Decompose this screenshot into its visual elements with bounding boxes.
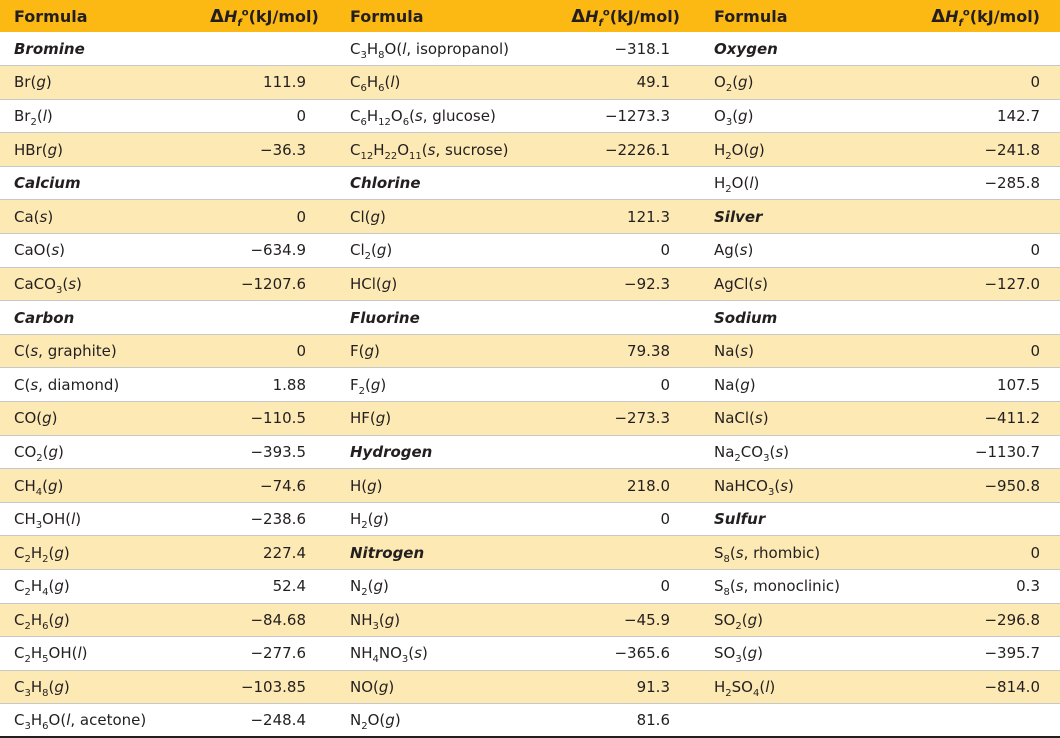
enthalpy-value: 0 <box>568 368 670 402</box>
formula-header: Formula <box>714 6 788 26</box>
table-row <box>0 32 1060 66</box>
formula-cell: NO(g) <box>336 670 568 704</box>
enthalpy-value: −36.3 <box>210 133 306 167</box>
formula-cell: CO(g) <box>0 402 210 436</box>
empty-value-cell <box>920 301 1060 335</box>
enthalpy-value: 0 <box>568 234 670 268</box>
column-gap <box>670 637 700 671</box>
table-row <box>0 301 1060 335</box>
enthalpy-value: −950.8 <box>920 469 1060 503</box>
formula-cell: H(g) <box>336 469 568 503</box>
enthalpy-value: 91.3 <box>568 670 670 704</box>
formula-cell: $S_8(s$, monoclinic) <box>700 570 920 604</box>
column-gap <box>306 570 336 604</box>
enthalpy-header: $\Delta H_f^o(kJ/mol)$ <box>210 5 319 29</box>
column-gap <box>670 200 700 234</box>
category-label: Silver <box>700 200 920 234</box>
formula-cell: $C_2H_4(g)$ <box>0 570 210 604</box>
column-gap <box>670 704 700 738</box>
category-label: Sodium <box>700 301 920 335</box>
formula-cell: $F_2(g)$ <box>336 368 568 402</box>
table-row <box>0 334 1060 368</box>
column-gap <box>670 99 700 133</box>
formula-cell: $CO_2(g)$ <box>0 435 210 469</box>
column-gap <box>306 133 336 167</box>
formula-cell: $C_{12}H_{22}O_{11}(s$, sucrose) <box>336 133 568 167</box>
enthalpy-value: −634.9 <box>210 234 306 268</box>
column-gap <box>670 570 700 604</box>
formula-cell: $O_3(g)$ <box>700 99 920 133</box>
formula-cell: $Cl_2(g)$ <box>336 234 568 268</box>
column-gap <box>306 435 336 469</box>
column-gap <box>306 99 336 133</box>
column-gap <box>670 32 700 66</box>
enthalpy-value: −84.68 <box>210 603 306 637</box>
formula-cell: Na(s) <box>700 334 920 368</box>
enthalpy-value: 107.5 <box>920 368 1060 402</box>
formula-cell: $C_2H_5OH(l)$ <box>0 637 210 671</box>
column-gap <box>670 469 700 503</box>
enthalpy-value: 52.4 <box>210 570 306 604</box>
column-gap <box>670 66 700 100</box>
column-gap <box>670 536 700 570</box>
formula-cell: $H_2O(g)$ <box>700 133 920 167</box>
empty-value-cell <box>568 435 670 469</box>
column-gap <box>670 603 700 637</box>
formula-cell: $C_6H_{12}O_6(s$, glucose) <box>336 99 568 133</box>
empty-value-cell <box>210 166 306 200</box>
enthalpy-value: 0.3 <box>920 570 1060 604</box>
table-row <box>0 670 1060 704</box>
column-gap <box>306 200 336 234</box>
empty-value-cell <box>210 301 306 335</box>
enthalpy-value: 121.3 <box>568 200 670 234</box>
enthalpy-value: 111.9 <box>210 66 306 100</box>
table-header <box>0 0 1060 32</box>
column-gap <box>306 166 336 200</box>
enthalpy-value: −92.3 <box>568 267 670 301</box>
table-row <box>0 402 1060 436</box>
enthalpy-value: 79.38 <box>568 334 670 368</box>
column-gap <box>670 133 700 167</box>
table-row <box>0 435 1060 469</box>
enthalpy-value: 0 <box>210 200 306 234</box>
column-gap <box>670 301 700 335</box>
enthalpy-header: $\Delta H_f^o(kJ/mol)$ <box>571 5 680 29</box>
enthalpy-value: 0 <box>210 99 306 133</box>
category-label: Bromine <box>0 32 210 66</box>
formula-cell: AgCl(s) <box>700 267 920 301</box>
column-gap <box>306 301 336 335</box>
formula-cell: HCl(g) <box>336 267 568 301</box>
enthalpy-value: 0 <box>568 570 670 604</box>
column-gap <box>670 267 700 301</box>
formula-cell: F(g) <box>336 334 568 368</box>
column-gap <box>306 32 336 66</box>
formula-cell: $S_8(s$, rhombic) <box>700 536 920 570</box>
formula-header: Formula <box>14 6 88 26</box>
category-label: Hydrogen <box>336 435 568 469</box>
formula-cell: Br(g) <box>0 66 210 100</box>
column-gap <box>306 66 336 100</box>
enthalpy-value: −1207.6 <box>210 267 306 301</box>
column-gap <box>306 603 336 637</box>
enthalpy-value: 0 <box>920 234 1060 268</box>
enthalpy-value: −296.8 <box>920 603 1060 637</box>
enthalpy-value: 142.7 <box>920 99 1060 133</box>
table-row <box>0 570 1060 604</box>
enthalpy-value: 0 <box>920 334 1060 368</box>
enthalpy-value: −318.1 <box>568 32 670 66</box>
column-gap <box>670 402 700 436</box>
enthalpy-value: −241.8 <box>920 133 1060 167</box>
enthalpy-value: 49.1 <box>568 66 670 100</box>
column-gap <box>670 435 700 469</box>
table-row <box>0 502 1060 536</box>
formula-cell: HF(g) <box>336 402 568 436</box>
formula-cell: $O_2(g)$ <box>700 66 920 100</box>
table-row <box>0 200 1060 234</box>
empty-value-cell <box>920 200 1060 234</box>
formula-cell: HBr(g) <box>0 133 210 167</box>
column-gap <box>306 502 336 536</box>
enthalpy-value: 218.0 <box>568 469 670 503</box>
empty-value-cell <box>568 166 670 200</box>
table-row <box>0 166 1060 200</box>
formula-cell: Ca(s) <box>0 200 210 234</box>
empty-value-cell <box>920 32 1060 66</box>
column-gap <box>306 704 336 738</box>
enthalpy-value: 0 <box>210 334 306 368</box>
enthalpy-value: 1.88 <box>210 368 306 402</box>
table-row <box>0 536 1060 570</box>
category-label: Oxygen <box>700 32 920 66</box>
formula-cell: $C_3H_8O(l$, isopropanol) <box>336 32 568 66</box>
enthalpy-value: −365.6 <box>568 637 670 671</box>
empty-cell <box>700 704 920 738</box>
formula-cell: $SO_2(g)$ <box>700 603 920 637</box>
formula-cell: $CH_4(g)$ <box>0 469 210 503</box>
formula-cell: CaCO$_3$(s) <box>0 267 210 301</box>
enthalpy-value: −103.85 <box>210 670 306 704</box>
column-gap <box>306 402 336 436</box>
category-label: Fluorine <box>336 301 568 335</box>
column-gap <box>306 637 336 671</box>
formula-cell: NaHCO$_3$(s) <box>700 469 920 503</box>
table-row <box>0 234 1060 268</box>
column-gap <box>306 334 336 368</box>
enthalpy-value: −2226.1 <box>568 133 670 167</box>
formula-cell: Ag(s) <box>700 234 920 268</box>
enthalpy-value: −127.0 <box>920 267 1060 301</box>
empty-value-cell <box>920 502 1060 536</box>
table-row <box>0 603 1060 637</box>
enthalpy-value: 0 <box>920 66 1060 100</box>
enthalpy-value: −74.6 <box>210 469 306 503</box>
formula-cell: C(s, diamond) <box>0 368 210 402</box>
column-gap <box>306 368 336 402</box>
column-gap <box>670 670 700 704</box>
formula-cell: $H_2O(l)$ <box>700 166 920 200</box>
enthalpy-value: −110.5 <box>210 402 306 436</box>
enthalpy-header: $\Delta H_f^o(kJ/mol)$ <box>931 5 1040 29</box>
empty-value-cell <box>568 536 670 570</box>
table-row <box>0 637 1060 671</box>
column-gap <box>670 166 700 200</box>
formula-cell: $SO_3(g)$ <box>700 637 920 671</box>
formula-cell: $Br_2(l)$ <box>0 99 210 133</box>
empty-value-cell <box>568 301 670 335</box>
enthalpy-value: −277.6 <box>210 637 306 671</box>
column-gap <box>306 267 336 301</box>
formula-cell: CaO(s) <box>0 234 210 268</box>
table-row <box>0 66 1060 100</box>
formula-cell: $NH_3(g)$ <box>336 603 568 637</box>
enthalpy-value: −1273.3 <box>568 99 670 133</box>
formula-cell: $N_2O(g)$ <box>336 704 568 738</box>
formula-cell: $C_2H_2(g)$ <box>0 536 210 570</box>
enthalpy-value: −411.2 <box>920 402 1060 436</box>
column-gap <box>306 234 336 268</box>
formula-cell: $Na_2CO_3(s)$ <box>700 435 920 469</box>
enthalpy-value: −1130.7 <box>920 435 1060 469</box>
column-gap <box>670 234 700 268</box>
formula-cell: $H_2SO_4(l)$ <box>700 670 920 704</box>
table-row <box>0 704 1060 738</box>
enthalpy-value: −814.0 <box>920 670 1060 704</box>
category-label: Sulfur <box>700 502 920 536</box>
column-gap <box>306 469 336 503</box>
formula-cell: NaCl(s) <box>700 402 920 436</box>
formula-cell: Na(g) <box>700 368 920 402</box>
formula-cell: Cl(g) <box>336 200 568 234</box>
column-gap <box>670 368 700 402</box>
enthalpy-value: −395.7 <box>920 637 1060 671</box>
formula-cell: $N_2(g)$ <box>336 570 568 604</box>
formula-cell: $C_3H_6O(l$, acetone) <box>0 704 210 738</box>
formula-cell: $C_2H_6(g)$ <box>0 603 210 637</box>
table-body <box>0 32 1060 737</box>
formula-cell: $CH_3OH(l)$ <box>0 502 210 536</box>
enthalpy-value: −285.8 <box>920 166 1060 200</box>
formula-cell: $C_3H_8(g)$ <box>0 670 210 704</box>
column-gap <box>306 670 336 704</box>
column-gap <box>670 334 700 368</box>
empty-value-cell <box>920 704 1060 738</box>
category-label: Chlorine <box>336 166 568 200</box>
enthalpy-value: 0 <box>920 536 1060 570</box>
enthalpy-value: −273.3 <box>568 402 670 436</box>
formula-cell: $H_2(g)$ <box>336 502 568 536</box>
column-gap <box>670 502 700 536</box>
category-label: Nitrogen <box>336 536 568 570</box>
empty-value-cell <box>210 32 306 66</box>
formula-cell: $NH_4NO_3(s)$ <box>336 637 568 671</box>
enthalpy-value: −238.6 <box>210 502 306 536</box>
enthalpy-value: −248.4 <box>210 704 306 738</box>
table-row <box>0 99 1060 133</box>
enthalpy-value: 81.6 <box>568 704 670 738</box>
table-row <box>0 133 1060 167</box>
formula-header: Formula <box>350 6 424 26</box>
table-row <box>0 469 1060 503</box>
category-label: Carbon <box>0 301 210 335</box>
enthalpy-value: −393.5 <box>210 435 306 469</box>
formula-cell: $C_6H_6(l)$ <box>336 66 568 100</box>
enthalpy-value: 227.4 <box>210 536 306 570</box>
table-row <box>0 368 1060 402</box>
category-label: Calcium <box>0 166 210 200</box>
formula-cell: C(s, graphite) <box>0 334 210 368</box>
enthalpy-value: 0 <box>568 502 670 536</box>
enthalpy-value: −45.9 <box>568 603 670 637</box>
table-row <box>0 267 1060 301</box>
column-gap <box>306 536 336 570</box>
